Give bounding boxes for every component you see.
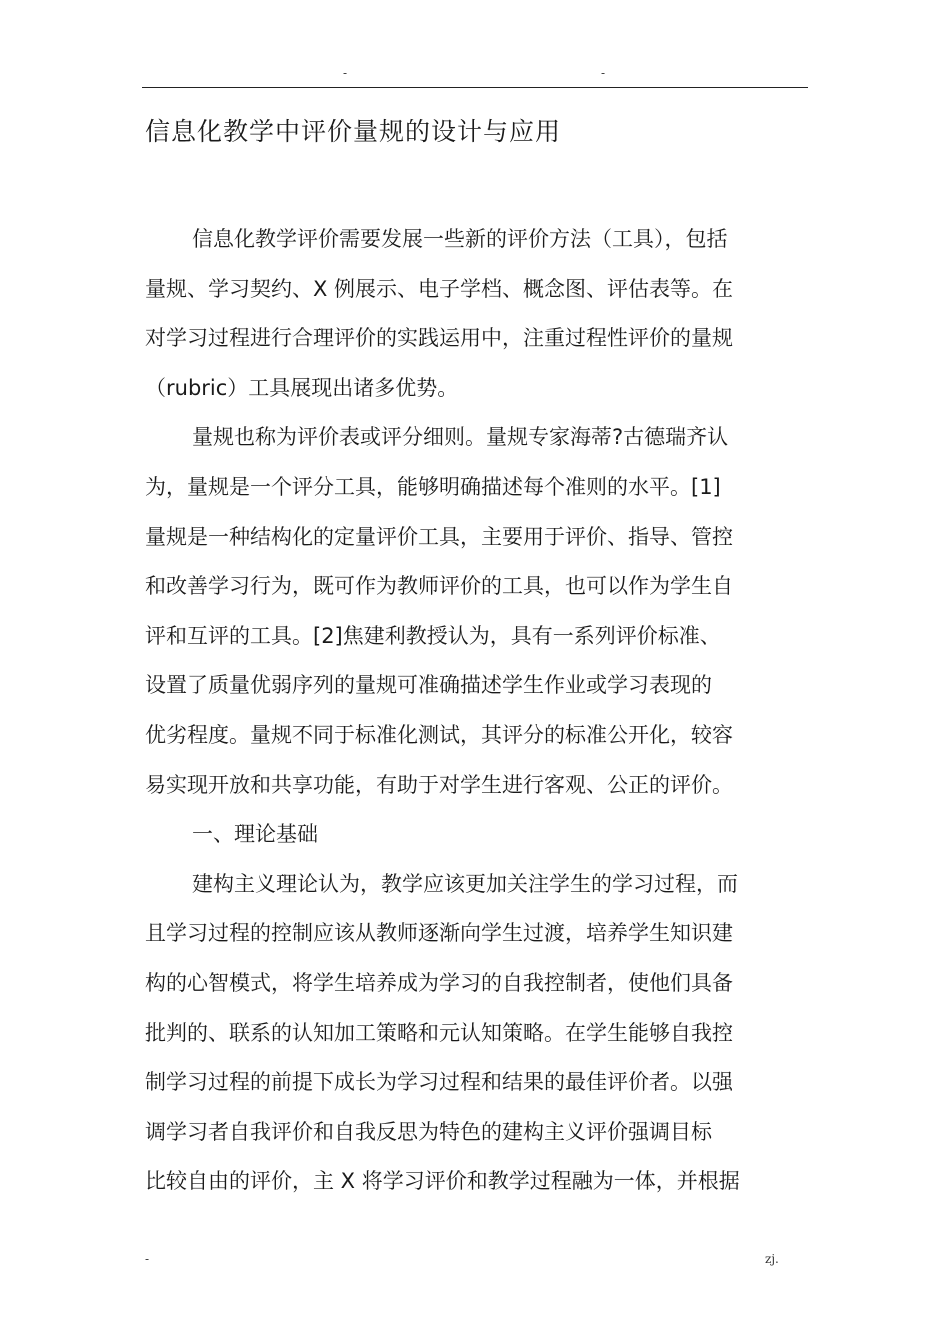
paragraph-2-line-5: 评和互评的工具。[2]焦建利教授认为，具有一系列评价标准、 <box>145 623 721 648</box>
paragraph-3-line-7: 比较自由的评价，主 X 将学习评价和教学过程融为一体，并根据 <box>145 1169 740 1194</box>
paragraph-3-line-4: 批判的、联系的认知加工策略和元认知策略。在学生能够自我控 <box>145 1020 733 1045</box>
paragraph-2-line-3: 量规是一种结构化的定量评价工具，主要用于评价、指导、管控 <box>145 524 733 549</box>
document-body <box>145 215 810 1207</box>
paragraph-2-line-1: 量规也称为评价表或评分细则。量规专家海蒂?古德瑞齐认 <box>192 425 729 450</box>
paragraph-1-line-2: 量规、学习契约、X 例展示、电子学档、概念图、评估表等。在 <box>145 276 734 301</box>
paragraph-2-line-6: 设置了质量优弱序列的量规可准确描述学生作业或学习表现的 <box>145 673 712 698</box>
document-title: 信息化教学中评价量规的设计与应用 <box>145 117 562 146</box>
paragraph-1-line-4: （rubric）工具展现出诸多优势。 <box>145 375 459 400</box>
header-mark-left: - <box>343 66 348 80</box>
paragraph-3-line-2: 且学习过程的控制应该从教师逐渐向学生过渡，培养学生知识建 <box>145 921 733 946</box>
paragraph-1-line-3: 对学习过程进行合理评价的实践运用中，注重过程性评价的量规 <box>145 326 733 351</box>
footer-mark-right: zj. <box>765 1252 779 1266</box>
paragraph-3-line-6: 调学习者自我评价和自我反思为特色的建构主义评价强调目标 <box>145 1119 712 1144</box>
footer-mark-left: - <box>145 1252 150 1266</box>
section-heading: 一、理论基础 <box>192 822 318 847</box>
paragraph-2-line-2: 为，量规是一个评分工具，能够明确描述每个准则的水平。[1] <box>145 474 721 499</box>
header-divider <box>142 87 808 88</box>
paragraph-3-line-3: 构的心智模式，将学生培养成为学习的自我控制者，使他们具备 <box>145 970 733 995</box>
header-mark-right: - <box>601 66 606 80</box>
paragraph-1-line-1: 信息化教学评价需要发展一些新的评价方法（工具），包括 <box>192 227 728 251</box>
paragraph-3-line-5: 制学习过程的前提下成长为学习过程和结果的最佳评价者。以强 <box>145 1070 733 1095</box>
paragraph-3-line-1: 建构主义理论认为，教学应该更加关注学生的学习过程，而 <box>192 871 738 896</box>
paragraph-2-line-7: 优劣程度。量规不同于标准化测试，其评分的标准公开化，较容 <box>145 722 733 747</box>
paragraph-2-line-4: 和改善学习行为，既可作为教师评价的工具，也可以作为学生自 <box>145 574 733 599</box>
paragraph-2-line-8: 易实现开放和共享功能，有助于对学生进行客观、公正的评价。 <box>145 772 733 797</box>
